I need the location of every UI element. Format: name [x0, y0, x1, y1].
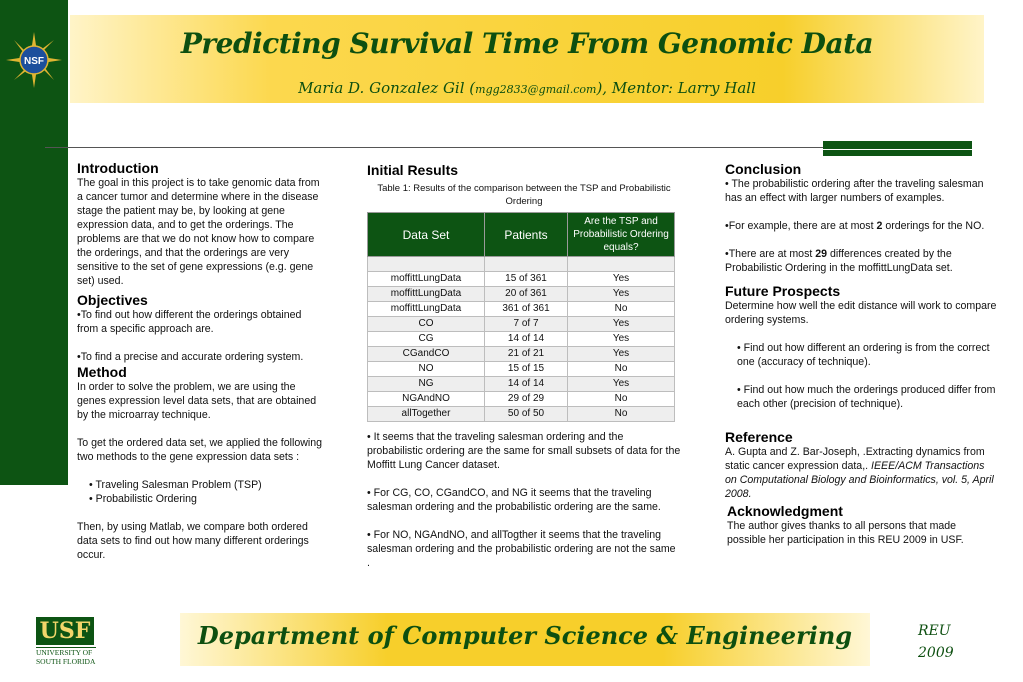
table-header-row [368, 213, 675, 257]
introduction-text: The goal in this project is to take genomic data from a cancer tumor and determine where in the disease stage the patient may be, by looking at gene expression data, and to get the orderings. The problems are that we do not know how to compare the orderings, and that the orderings are very sensitive to the set of gene expressions (e.g. gene set) used. [77, 177, 320, 287]
table-row [368, 392, 675, 407]
right-column [725, 161, 997, 547]
department-name: Department of Computer Science & Engineering [197, 621, 853, 650]
table-cell: NO [368, 362, 485, 377]
table-cell: 15 of 15 [485, 362, 568, 377]
author-name: Maria D. Gonzalez Gil ( [298, 79, 476, 97]
nsf-logo [6, 32, 62, 88]
table-row [368, 317, 675, 332]
future-heading: Future Prospects [725, 283, 841, 299]
usf-logo-line: UNIVERSITY OF [36, 648, 93, 657]
method-heading: Method [77, 364, 127, 380]
reference-heading: Reference [725, 429, 793, 445]
usf-logo-mark: USF [36, 617, 94, 645]
acknowledgment-text: The author gives thanks to all persons that made possible her participation in this REU 2009 in USF. [727, 520, 964, 546]
author-email: mgg2833@gmail.com [475, 83, 597, 96]
table-row [368, 257, 675, 272]
mentor-name: ), Mentor: Larry Hall [596, 79, 756, 97]
table-row [368, 377, 675, 392]
conclusion-text [725, 219, 997, 233]
table-cell: allTogether [368, 407, 485, 422]
usf-logo-line: SOUTH FLORIDA [36, 657, 96, 666]
table-row [368, 347, 675, 362]
table-cell: 14 of 14 [485, 377, 568, 392]
poster-title: Predicting Survival Time From Genomic Data [180, 27, 874, 60]
future-text: Determine how well the edit distance will work to compare ordering systems. [725, 300, 997, 326]
reu-year: 2009 [918, 645, 954, 661]
title-banner [70, 15, 984, 103]
table-cell: Yes [568, 317, 675, 332]
table-cell: moffittLungData [368, 287, 485, 302]
table-cell [485, 257, 568, 272]
future-item: • Find out how different an ordering is from the correct one (accuracy of technique). [737, 342, 990, 368]
introduction-heading: Introduction [77, 160, 159, 176]
table-cell: No [568, 407, 675, 422]
poster-subtitle [70, 79, 984, 97]
table-cell: CO [368, 317, 485, 332]
conclusion-heading: Conclusion [725, 161, 802, 177]
table-cell: Yes [568, 272, 675, 287]
conclusion-number: 2 [876, 220, 883, 232]
results-heading: Initial Results [367, 162, 459, 178]
conclusion-text-part: differences created by the Probabilistic Ordering in the moffittLungData set. [725, 248, 953, 274]
middle-column [367, 160, 681, 570]
table-cell: 20 of 361 [485, 287, 568, 302]
conclusion-number: 29 [815, 248, 828, 260]
table-cell: No [568, 362, 675, 377]
table-cell: CGandCO [368, 347, 485, 362]
table-cell: 50 of 50 [485, 407, 568, 422]
column-header: Patients [485, 213, 568, 257]
nsf-logo-text: NSF [24, 56, 44, 67]
acknowledgment-heading: Acknowledgment [727, 503, 843, 519]
table-cell: NGAndNO [368, 392, 485, 407]
reference-authors: A. Gupta and Z. Bar-Joseph, .Extracting dynamics from static cancer expression data,. [725, 446, 985, 472]
reference-journal: IEEE/ACM Transactions on Computational Biology and Bioinformatics, vol. 5, April 2008. [725, 460, 994, 500]
table-row [368, 362, 675, 377]
future-item: • Find out how much the orderings produced differ from each other (precision of technique). [737, 384, 996, 410]
conclusion-text-part: •There are at most [725, 248, 816, 260]
footer-banner [180, 613, 870, 666]
table-row [368, 407, 675, 422]
reference-text [725, 445, 997, 501]
conclusion-text: • The probabilistic ordering after the traveling salesman has an effect with larger numbers of examples. [725, 178, 984, 204]
method-list-item: • Traveling Salesman Problem (TSP) [89, 479, 262, 491]
method-list [77, 478, 324, 506]
results-table [367, 212, 675, 422]
table-row [368, 302, 675, 317]
objective-item: •To find out how different the orderings obtained from a specific approach are. [77, 309, 302, 335]
conclusion-text [725, 247, 997, 275]
table-cell: NG [368, 377, 485, 392]
left-column [77, 160, 324, 562]
table-cell: No [568, 302, 675, 317]
table-cell: 361 of 361 [485, 302, 568, 317]
method-list-item: • Probabilistic Ordering [89, 493, 197, 505]
reu-text: REU [918, 623, 951, 639]
divider-accent-bar-lower [823, 150, 972, 156]
usf-logo [36, 617, 96, 671]
table-row [368, 332, 675, 347]
table-cell [368, 257, 485, 272]
conclusion-text-part: orderings for the NO. [882, 220, 985, 232]
table-cell: 7 of 7 [485, 317, 568, 332]
method-text: Then, by using Matlab, we compare both ordered data sets to find out how many different orderings occur. [77, 521, 309, 561]
table-cell: No [568, 392, 675, 407]
table-cell: moffittLungData [368, 272, 485, 287]
table-cell: 15 of 361 [485, 272, 568, 287]
table-cell: 21 of 21 [485, 347, 568, 362]
table-row [368, 272, 675, 287]
table-cell: moffittLungData [368, 302, 485, 317]
objectives-heading: Objectives [77, 292, 148, 308]
table-cell: 14 of 14 [485, 332, 568, 347]
column-header: Data Set [368, 213, 485, 257]
table-cell [568, 257, 675, 272]
table-caption: Table 1: Results of the comparison between the TSP and Probabilistic Ordering [377, 183, 671, 207]
table-cell: CG [368, 332, 485, 347]
method-text: To get the ordered data set, we applied the following two methods to the gene expression data sets : [77, 437, 322, 463]
table-row [368, 287, 675, 302]
results-note: • For CG, CO, CGandCO, and NG it seems that the traveling salesman ordering and the probabilistic ordering are the same. [367, 487, 661, 513]
table-cell: 29 of 29 [485, 392, 568, 407]
objective-item: •To find a precise and accurate ordering system. [77, 351, 304, 363]
table-cell: Yes [568, 347, 675, 362]
table-cell: Yes [568, 377, 675, 392]
divider-accent-bar [823, 141, 972, 149]
results-note: • For NO, NGAndNO, and allTogther it seems that the traveling salesman ordering and the probabilistic ordering are not the same . [367, 529, 676, 569]
method-text: In order to solve the problem, we are using the genes expression level data sets, that are obtained by the microarray technique. [77, 381, 317, 421]
table-cell: Yes [568, 332, 675, 347]
reu-label [918, 620, 954, 664]
column-header: Are the TSP and Probabilistic Ordering equals? [568, 213, 675, 257]
table-cell: Yes [568, 287, 675, 302]
conclusion-text-part: •For example, there are at most [725, 220, 877, 232]
results-note: • It seems that the traveling salesman ordering and the probabilistic ordering are the same for small subsets of data for the Moffitt Lung Cancer dataset. [367, 431, 681, 471]
